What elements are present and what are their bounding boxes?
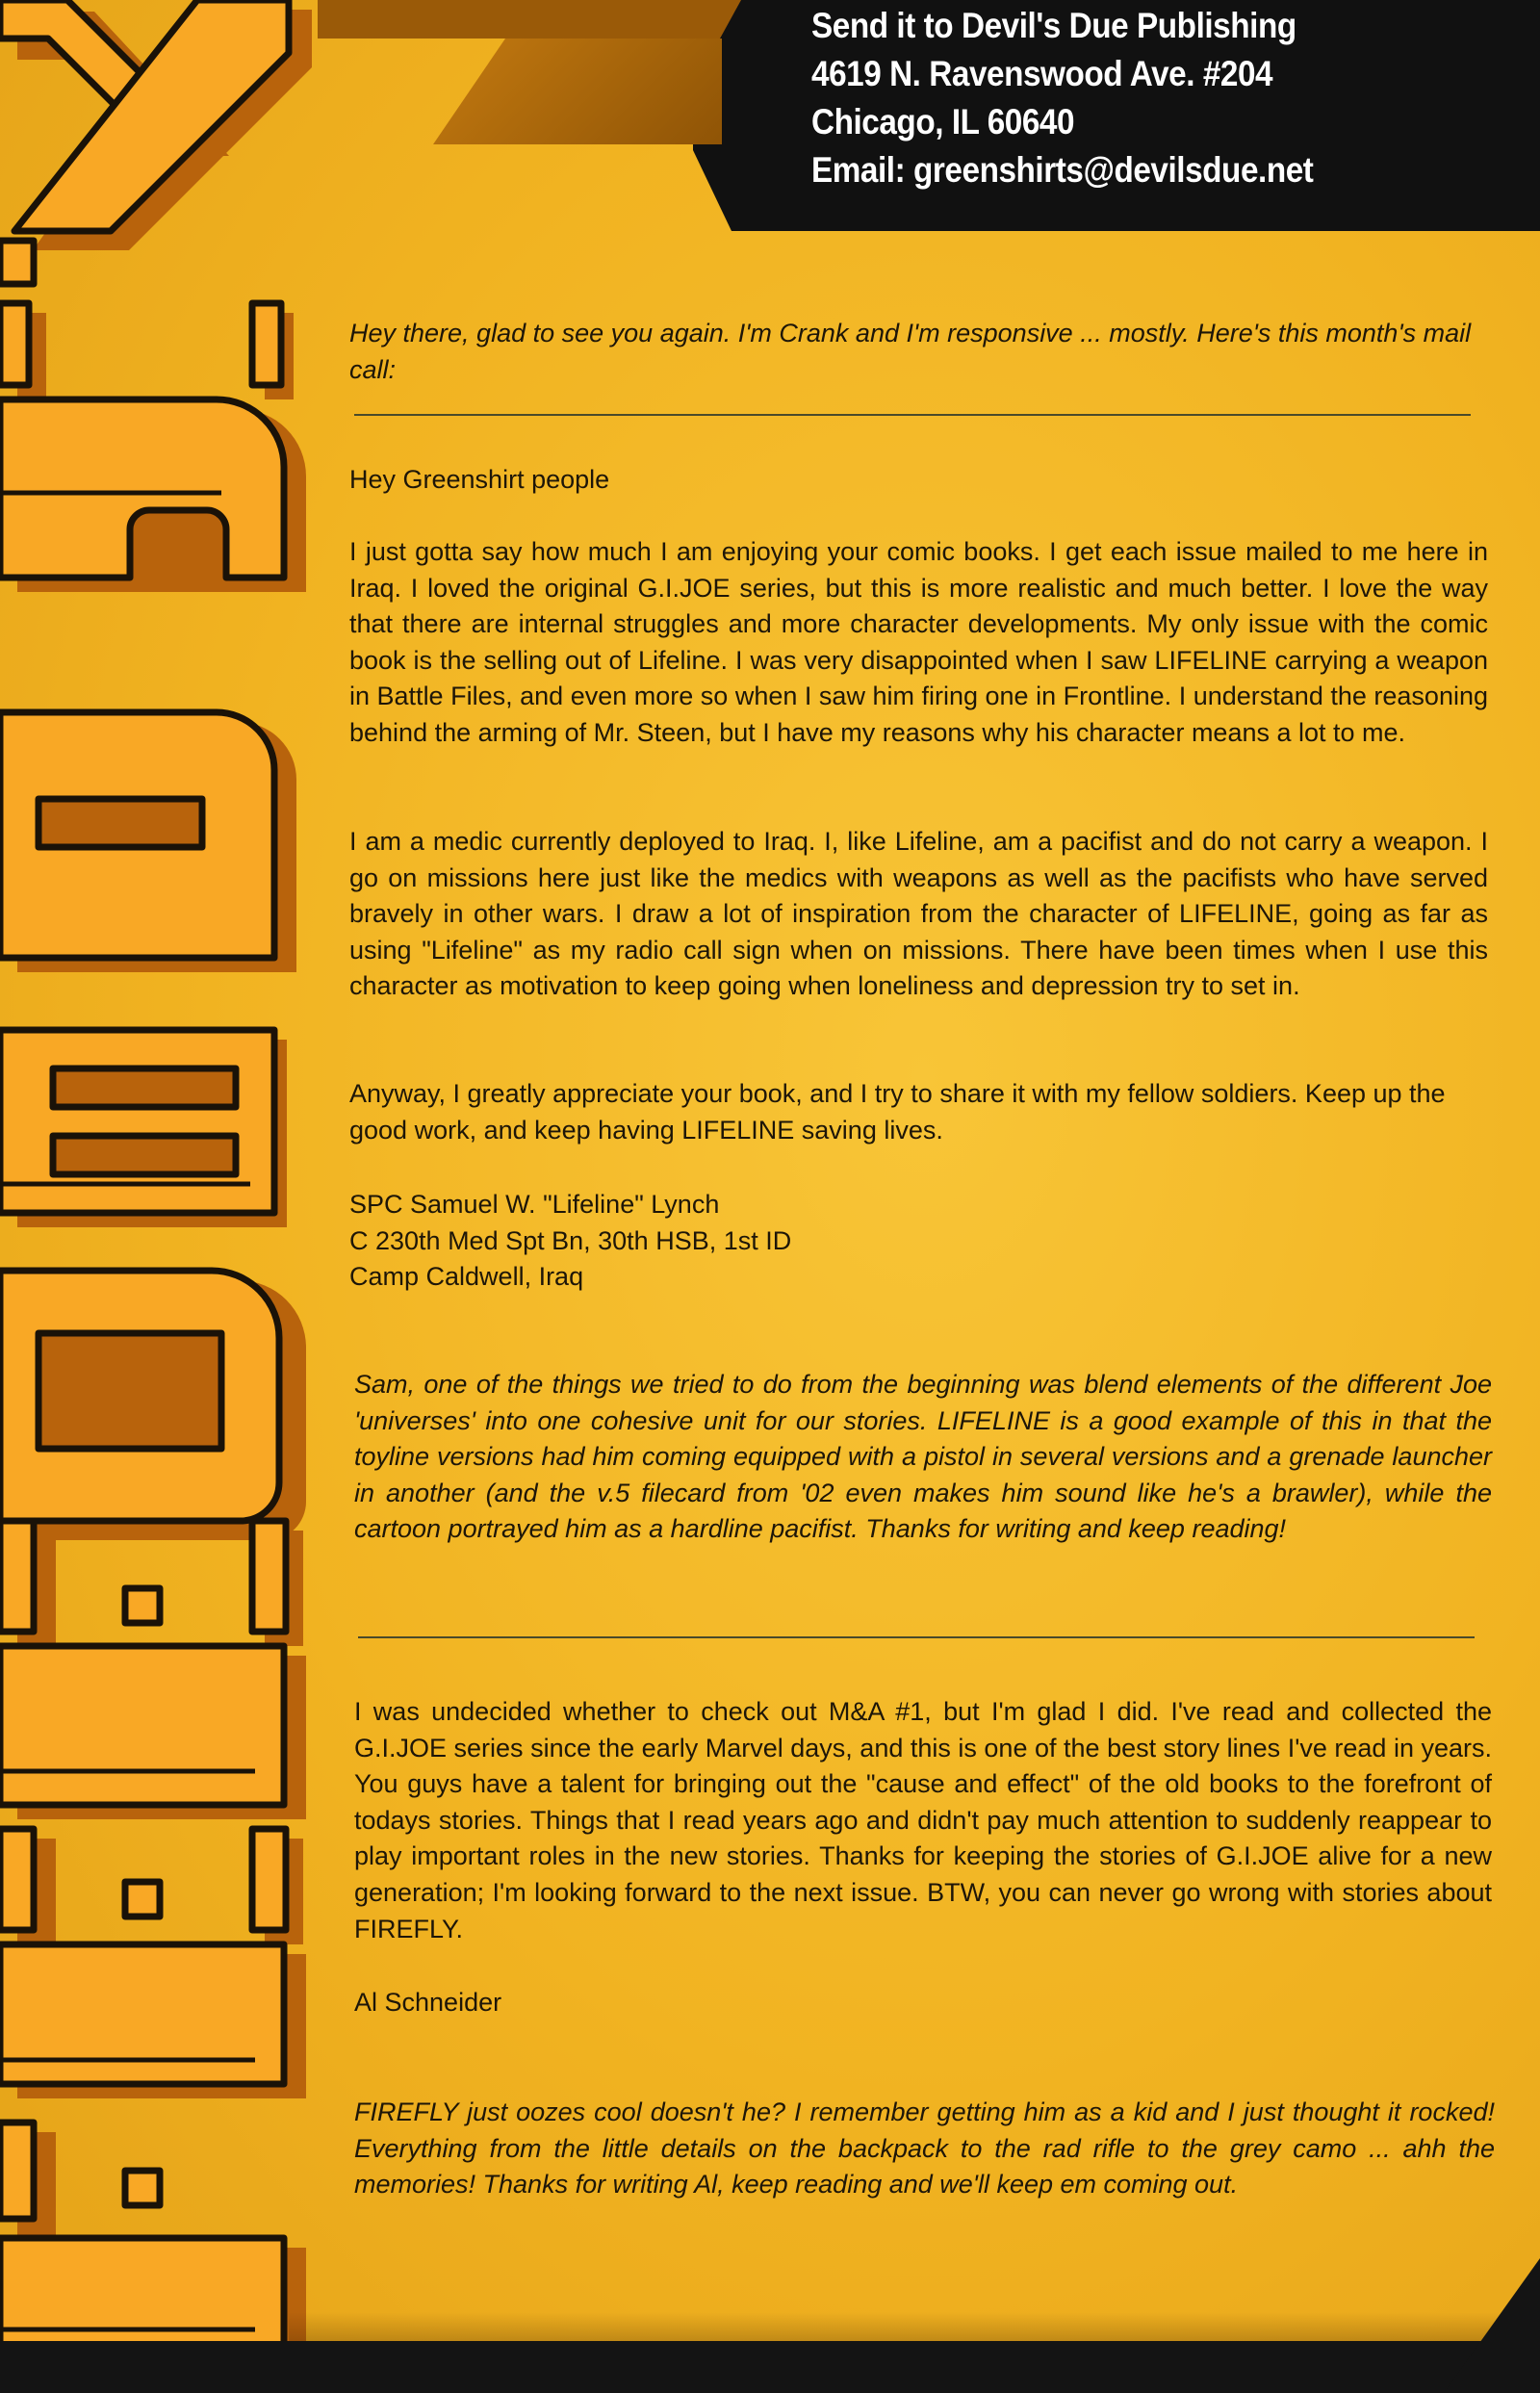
feedback-title-column (0, 0, 318, 2393)
divider-rule (358, 1636, 1475, 1638)
address-line-email[interactable]: Email: greenshirts@devilsdue.net (811, 150, 1314, 190)
letter2-signature: Al Schneider (354, 1988, 502, 2017)
letter2-paragraph: I was undecided whether to check out M&A #1, but I'm glad I did. I've read and collected the G.I.JOE series since the early Marvel days, and this is one of the best story lines I've read in years. You guys have a talent for bringing out the "cause and effect" of the old books to the forefront of todays stories. Things that I read years ago and didn't pay much attention to suddenly reappear to play important roles in the new stories. Thanks for keeping the stories of G.I.JOE alive for a new generation; I'm looking forward to the next issue. BTW, you can never go wrong with stories about FIREFLY. (354, 1697, 1492, 1943)
editor-reply: FIREFLY just oozes cool doesn't he? I remember getting him as a kid and I just thought it rocked! Everything from the little details on the backpack to the rad rifle to the grey camo ... ahh the memories! Thanks for writing Al, keep reading and we'll keep em coming out. (354, 2097, 1495, 2200)
letter1-greeting: Hey Greenshirt people (349, 465, 610, 494)
bottom-shade (289, 2312, 1540, 2341)
divider-rule (354, 414, 1471, 416)
letter1-paragraph: I just gotta say how much I am enjoying your comic books. I get each issue mailed to me here in Iraq. I loved the original G.I.JOE series, but this is more realistic and much better. I love the way that there are internal struggles and more character developments. My only issue with the comic book is the selling out of Lifeline. I was very disappointed when I saw LIFELINE carrying a weapon in Battle Files, and even more so when I saw him firing one in Frontline. I understand the reasoning behind the arming of Mr. Steen, but I have my reasons why his character means a lot to me. (349, 537, 1488, 747)
signature-line: C 230th Med Spt Bn, 30th HSB, 1st ID (349, 1225, 792, 1255)
signature-line: Camp Caldwell, Iraq (349, 1262, 584, 1292)
intro-text: Hey there, glad to see you again. I'm Crank and I'm responsive ... mostly. Here's this month's mail call: (349, 319, 1472, 384)
signature-line: SPC Samuel W. "Lifeline" Lynch (349, 1190, 720, 1219)
address-line-city: Chicago, IL 60640 (811, 102, 1075, 142)
mailing-address (811, 2, 1452, 194)
banner-accent (318, 0, 722, 144)
address-line-street: 4619 N. Ravenswood Ave. #204 (811, 54, 1273, 93)
letter1-signature (349, 1187, 1312, 1296)
letter1-paragraph: I am a medic currently deployed to Iraq. I, like Lifeline, am a pacifist and do not carry a weapon. I go on missions here just like the medics with weapons as well as the pacifists who have served bravely in other wars. I draw a lot of inspiration from the character of LIFELINE, going as far as using "Lifeline" as my radio call sign when on missions. There have been times when I use this character as motivation to keep going when loneliness and depression try to set in. (349, 827, 1488, 1001)
editor-reply: Sam, one of the things we tried to do from the beginning was blend elements of the different Joe 'universes' into one cohesive unit for our stories. LIFELINE is a good example of this in that the toyline versions had him coming equipped with a pistol in several versions and a grenade launcher in another (and the v.5 filecard from '02 even makes him sound like he's a brawler), while the cartoon portrayed him as a hardline pacifist. Thanks for writing and keep reading! (354, 1370, 1492, 1544)
address-line-publisher: Send it to Devil's Due Publishing (811, 6, 1296, 45)
bottom-bar (0, 2341, 1540, 2393)
letter1-paragraph: Anyway, I greatly appreciate your book, and I try to share it with my fellow soldiers. Keep up the good work, and keep having LIFELINE saving lives. (349, 1079, 1446, 1145)
feedback-title-art (0, 0, 318, 2393)
